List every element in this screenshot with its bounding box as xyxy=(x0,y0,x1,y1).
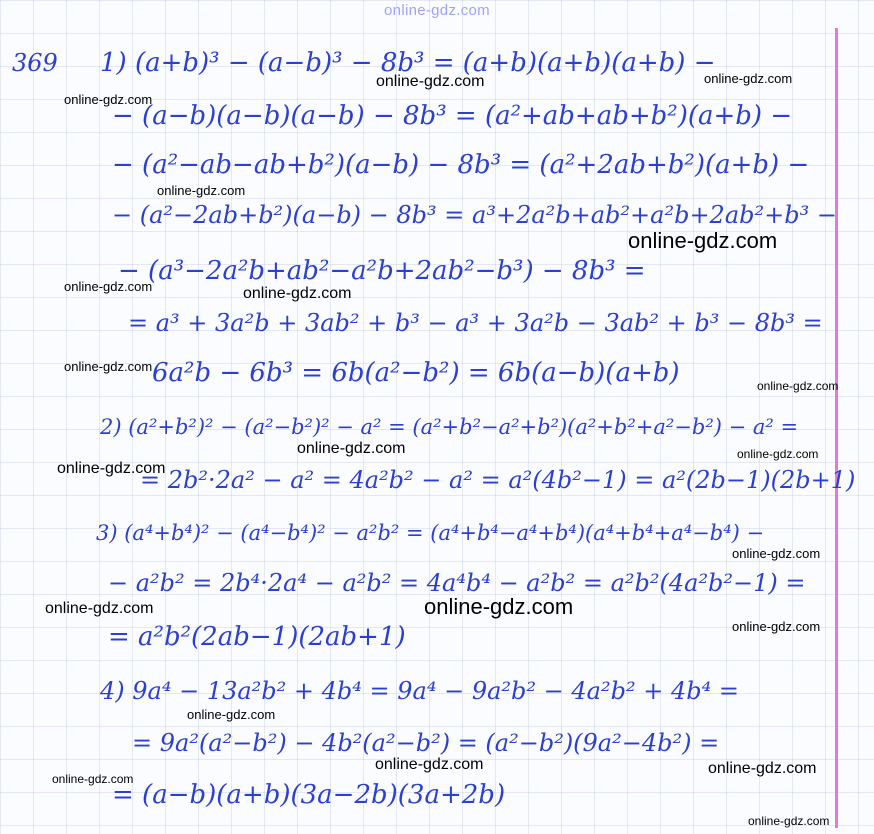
solution-line-1: 1) (a+b)³ − (a−b)³ − 8b³ = (a+b)(a+b)(a+b) − xyxy=(100,48,716,78)
solution-line-13: 4) 9a⁴ − 13a²b² + 4b⁴ = 9a⁴ − 9a²b² − 4a²b² + 4b⁴ = xyxy=(100,677,739,705)
watermark: online-gdz.com xyxy=(708,760,817,777)
solution-line-2: − (a−b)(a−b)(a−b) − 8b³ = (a²+ab+ab+b²)(a+b) − xyxy=(112,101,793,131)
solution-line-6: = a³ + 3a²b + 3ab² + b³ − a³ + 3a²b − 3ab² + b³ − 8b³ = xyxy=(128,309,823,337)
site-header-link[interactable]: online-gdz.com xyxy=(384,2,490,19)
solution-line-3: − (a²−ab−ab+b²)(a−b) − 8b³ = (a²+2ab+b²)(a+b) − xyxy=(112,150,810,180)
notebook-margin-line xyxy=(835,28,838,828)
solution-line-4: − (a²−2ab+b²)(a−b) − 8b³ = a³+2a²b+ab²+a²b+2ab²+b³ − xyxy=(112,201,837,229)
watermark: online-gdz.com xyxy=(64,359,153,374)
solution-line-12: = a²b²(2ab−1)(2ab+1) xyxy=(108,622,406,652)
solution-line-8: 2) (a²+b²)² − (a²−b²)² − a² = (a²+b²−a²+b²)(a²+b²+a²−b²) − a² = xyxy=(100,415,799,439)
watermark: online-gdz.com xyxy=(732,619,821,634)
solution-line-5: − (a³−2a²b+ab²−a²b+2ab²−b³) − 8b³ = xyxy=(118,256,646,286)
watermark: online-gdz.com xyxy=(243,285,352,302)
watermark: online-gdz.com xyxy=(157,183,246,198)
solution-line-14: = 9a²(a²−b²) − 4b²(a²−b²) = (a²−b²)(9a²−4b²) = xyxy=(132,729,720,757)
watermark: online-gdz.com xyxy=(628,228,778,253)
watermark: online-gdz.com xyxy=(57,460,166,477)
watermark: online-gdz.com xyxy=(732,546,821,561)
watermark: online-gdz.com xyxy=(737,447,819,461)
solution-line-11: − a²b² = 2b⁴·2a⁴ − a²b² = 4a⁴b⁴ − a²b² = a²b²(4a²b²−1) = xyxy=(108,569,806,597)
watermark: online-gdz.com xyxy=(748,814,830,828)
watermark: online-gdz.com xyxy=(424,594,574,619)
watermark: online-gdz.com xyxy=(376,73,485,90)
watermark: online-gdz.com xyxy=(757,379,839,393)
solution-line-7: 6a²b − 6b³ = 6b(a²−b²) = 6b(a−b)(a+b) xyxy=(152,358,680,388)
solution-line-9: = 2b²·2a² − a² = 4a²b² − a² = a²(4b²−1) = a²(2b−1)(2b+1) xyxy=(140,466,856,494)
watermark: online-gdz.com xyxy=(45,600,154,617)
watermark: online-gdz.com xyxy=(375,756,484,773)
watermark: online-gdz.com xyxy=(64,279,153,294)
problem-number: 369 xyxy=(12,49,58,77)
solution-line-15: = (a−b)(a+b)(3a−2b)(3a+2b) xyxy=(112,780,506,810)
watermark: online-gdz.com xyxy=(297,440,406,457)
watermark: online-gdz.com xyxy=(52,772,134,786)
watermark: online-gdz.com xyxy=(704,71,793,86)
watermark: online-gdz.com xyxy=(187,707,276,722)
solution-line-10: 3) (a⁴+b⁴)² − (a⁴−b⁴)² − a²b² = (a⁴+b⁴−a⁴+b⁴)(a⁴+b⁴+a⁴−b⁴) − xyxy=(96,521,765,545)
watermark: online-gdz.com xyxy=(64,92,153,107)
